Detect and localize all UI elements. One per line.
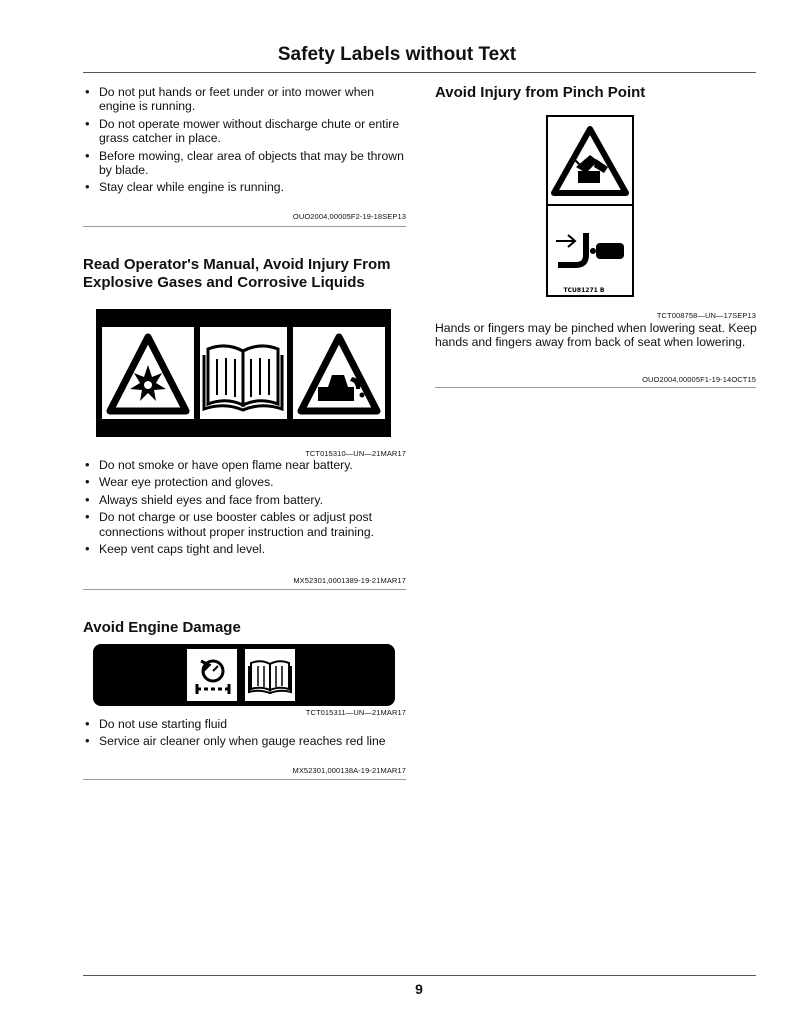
list-item: • Do not put hands or feet under or into mower when engine is running. [83, 85, 406, 114]
engine-bullet-list [83, 717, 413, 749]
battery-bullet-list [83, 458, 406, 556]
battery-ref: MX52301,0001389-19-21MAR17 [293, 576, 406, 585]
engine-bullets-section [83, 717, 413, 752]
intro-ref: OUO2004,00005F2-19-18SEP13 [292, 212, 406, 221]
pinch-image-ref: TCT008758—UN—17SEP13 [656, 311, 756, 320]
list-item: • Service air cleaner only when gauge reaches red line [83, 734, 413, 748]
page-title: Safety Labels without Text [277, 44, 517, 65]
intro-section [83, 85, 406, 198]
engine-image-ref: TCT015311—UN—21MAR17 [305, 708, 406, 717]
list-item: • Do not smoke or have open flame near battery. [83, 458, 406, 472]
list-item: • Before mowing, clear area of objects that may be thrown by blade. [83, 149, 406, 178]
footer-rule [83, 975, 756, 976]
pinch-text: Hands or fingers may be pinched when lowering seat. Keep hands and fingers away from back of seat when lowering. [435, 321, 757, 350]
battery-safety-label [96, 309, 391, 437]
title-rule [83, 72, 756, 73]
list-item: • Do not use starting fluid [83, 717, 413, 731]
battery-image-ref: TCT015310—UN—21MAR17 [305, 449, 406, 458]
list-item: • Do not operate mower without discharge chute or entire grass catcher in place. [83, 117, 406, 146]
list-item: • Do not charge or use booster cables or adjust post connections without proper instruction and training. [83, 510, 406, 539]
section-divider [83, 226, 406, 227]
page-number: 9 [415, 981, 423, 997]
pinch-safety-label [546, 115, 634, 297]
label-code: TCU81271 B [563, 287, 605, 294]
battery-heading: Read Operator's Manual, Avoid Injury From Explosive Gases and Corrosive Liquids [83, 256, 391, 291]
battery-bullets-section [83, 458, 406, 559]
section-divider [435, 387, 756, 388]
list-item: • Always shield eyes and face from battery. [83, 493, 406, 507]
list-item: • Wear eye protection and gloves. [83, 475, 406, 489]
list-item: • Keep vent caps tight and level. [83, 542, 406, 556]
list-item: • Stay clear while engine is running. [83, 180, 406, 194]
pinch-heading: Avoid Injury from Pinch Point [435, 84, 646, 101]
intro-bullet-list [83, 85, 406, 195]
section-divider [83, 779, 406, 780]
section-divider [83, 589, 406, 590]
engine-ref: MX52301,000138A-19-21MAR17 [292, 766, 406, 775]
engine-heading: Avoid Engine Damage [83, 619, 241, 636]
pinch-ref: OUO2004,00005F1-19-14OCT15 [642, 375, 756, 384]
engine-safety-label [93, 644, 395, 706]
